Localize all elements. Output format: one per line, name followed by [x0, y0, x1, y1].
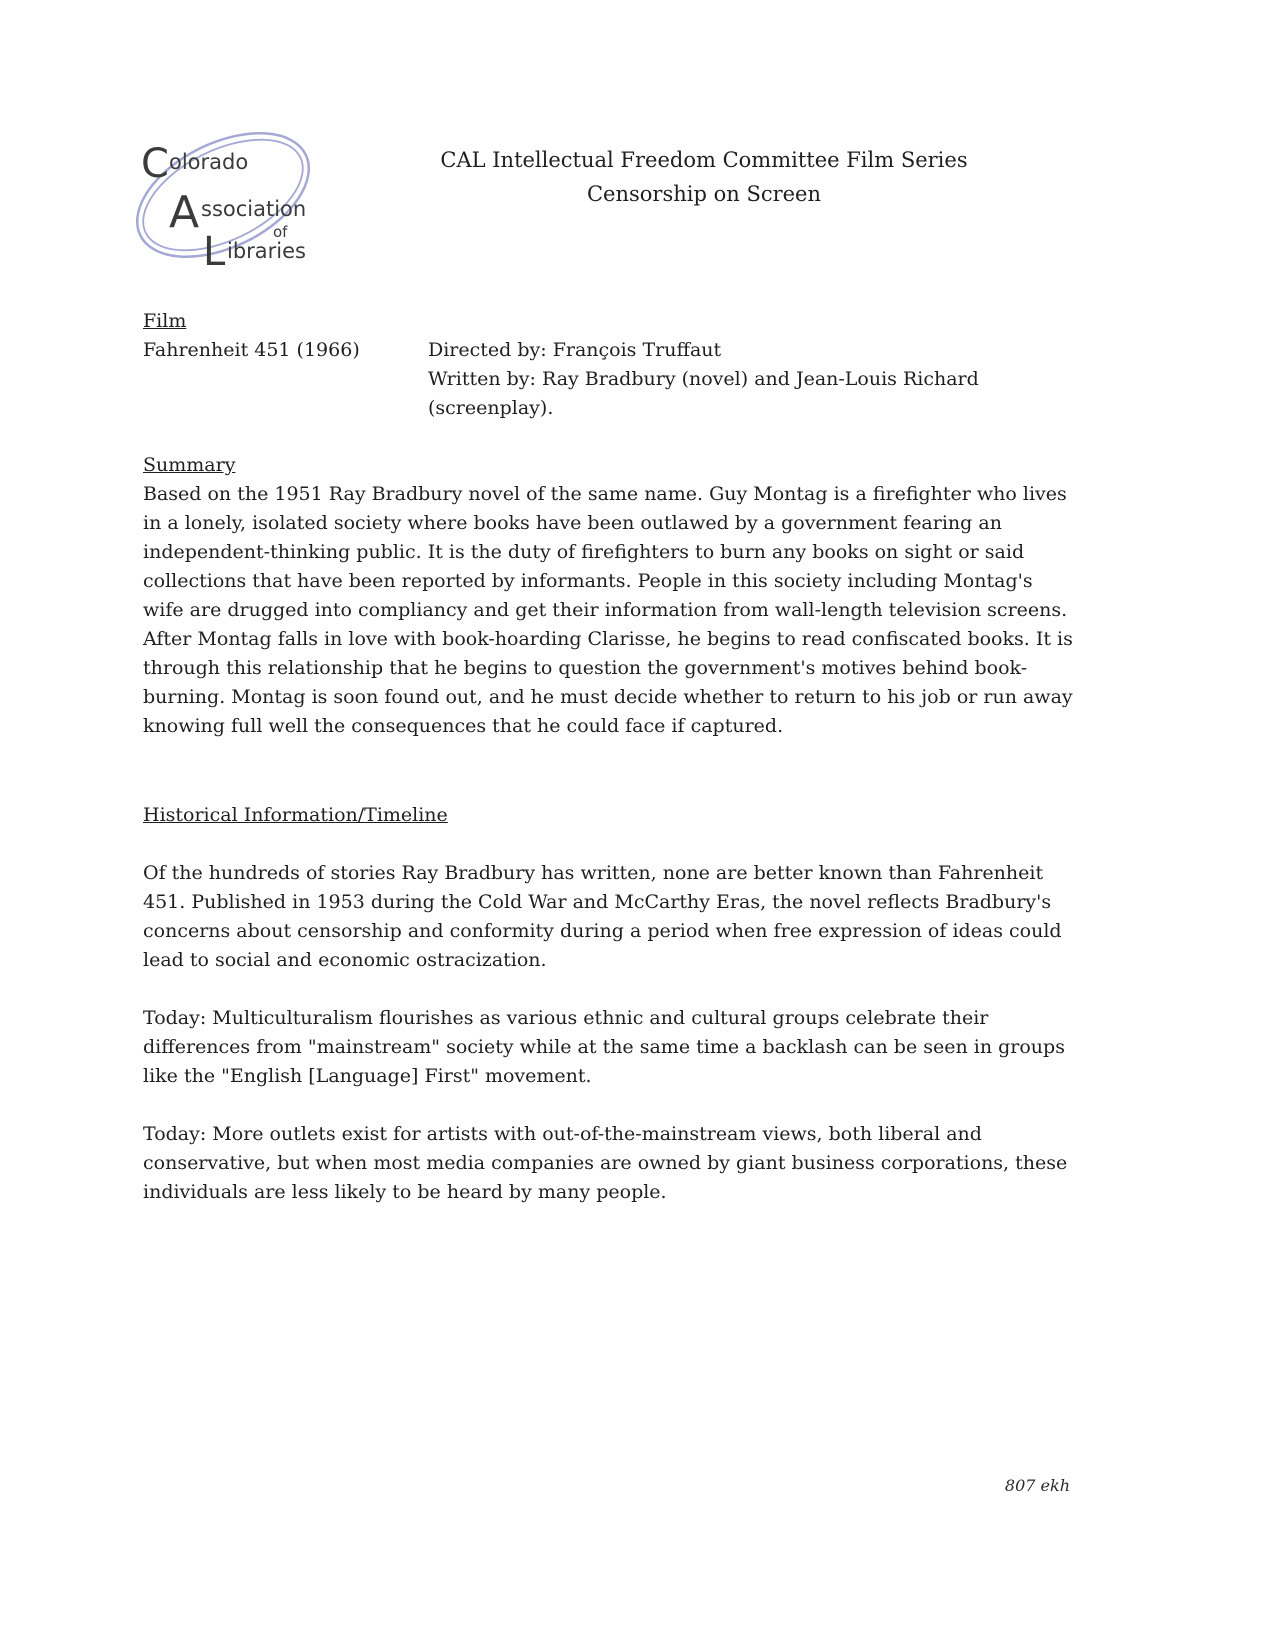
historical-section-heading: Historical Information/Timeline — [143, 804, 448, 826]
logo-letter-c: C — [141, 141, 169, 187]
summary-body: Based on the 1951 Ray Bradbury novel of the same name. Guy Montag is a firefighter who lives in a lonely, isolated society where books have been outlawed by a government fearing an independent-thinking public. It is the duty of firefighters to burn any books on sight or said collections that have been reported by informants. People in this society including Montag's wife are drugged into compliancy and get their information from wall-length television screens. After Montag falls in love with book-hoarding Clarisse, he begins to read confiscated books. It is through this relationship that he begins to question the government's motives behind book-burning. Montag is soon found out, and he must decide whether to return to his job or run away knowing full well the consequences that he could face if captured. — [143, 483, 1073, 737]
film-credit-written: Written by: Ray Bradbury (novel) and Jean-Louis Richard (screenplay). — [428, 368, 979, 419]
historical-paragraph: Of the hundreds of stories Ray Bradbury has written, none are better known than Fahrenheit 451. Published in 1953 during the Cold War and McCarthy Eras, the novel reflects Bradbury's concerns about censorship and conformity during a period when free expression of ideas could lead to social and economic ostracization. — [143, 862, 1062, 971]
logo-word-libraries: ibraries — [227, 239, 306, 263]
film-details — [143, 336, 1075, 423]
logo-letter-l: L — [203, 229, 226, 273]
footer-note: 807 ekh — [1004, 1476, 1070, 1495]
film-section-heading: Film — [143, 310, 187, 332]
logo-word-colorado: olorado — [169, 150, 249, 174]
historical-paragraph: Today: Multiculturalism flourishes as various ethnic and cultural groups celebrate their differences from "mainstream" society while at the same time a backlash can be seen in groups like the "English [Language] First" movement. — [143, 1007, 1065, 1087]
document-header — [141, 115, 1075, 273]
logo-letter-a: A — [169, 187, 200, 238]
logo-word-of: of — [273, 223, 288, 241]
summary-section-heading: Summary — [143, 454, 236, 476]
historical-paragraph: Today: More outlets exist for artists with out-of-the-mainstream views, both liberal and conservative, but when most media companies are owned by giant business corporations, these individuals are less likely to be heard by many people. — [143, 1123, 1068, 1203]
title-block — [333, 115, 1075, 211]
cal-logo-graphic — [123, 115, 333, 273]
film-title: Fahrenheit 451 (1966) — [143, 339, 360, 361]
document-subtitle: Censorship on Screen — [586, 182, 822, 206]
film-credit-directed: Directed by: François Truffaut — [428, 339, 722, 361]
logo-word-association: ssociation — [201, 197, 307, 221]
cal-logo — [123, 115, 333, 282]
document-title: CAL Intellectual Freedom Committee Film Series — [440, 148, 968, 172]
film-credits — [428, 336, 1075, 423]
